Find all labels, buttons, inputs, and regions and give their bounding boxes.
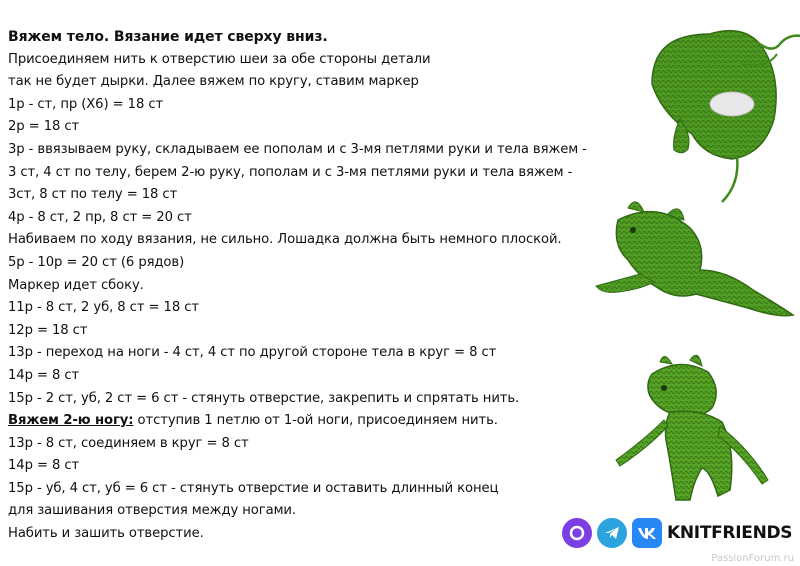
instruction-line: 11р - 8 ст, 2 уб, 8 ст = 18 ст — [8, 300, 199, 316]
instructions-text — [8, 26, 648, 546]
instruction-line: 13р - 8 ст, соединяем в круг = 8 ст — [8, 435, 249, 451]
brand-name: KNITFRIENDS — [667, 523, 793, 543]
vk-icon[interactable] — [632, 518, 662, 548]
leg-section-line — [8, 410, 648, 433]
brand-bar — [562, 516, 792, 550]
instruction-line: 13р - переход на ноги - 4 ст, 4 ст по другой стороне тела в круг = 8 ст — [8, 345, 497, 361]
instruction-line: 15р - 2 ст, уб, 2 ст = 6 ст - стянуть отверстие, закрепить и спрятать нить. — [8, 390, 520, 406]
instruction-line: Набиваем по ходу вязания, не сильно. Лошадка должна быть немного плоской. — [8, 232, 562, 248]
instruction-line: 3 ст, 4 ст по телу, берем 2-ю руку, пополам и с 3-мя петлями руки и тела вяжем - — [8, 164, 573, 180]
instruction-line: для зашивания отверстия между ногами. — [8, 503, 296, 519]
instruction-line: 12р = 18 ст — [8, 322, 88, 338]
crochet-horse-photo-standing — [590, 350, 800, 520]
instruction-line: 14р = 8 ст — [8, 458, 80, 474]
telegram-icon[interactable] — [597, 518, 627, 548]
watermark: PassionForum.ru — [711, 553, 794, 564]
instruction-line: 3р - ввязываем руку, складываем ее пополам и с 3-мя петлями руки и тела вяжем - — [8, 141, 587, 157]
instruction-line: Присоединяем нить к отверстию шеи за обе стороны детали — [8, 51, 431, 67]
instruction-line: 5р - 10р = 20 ст (6 рядов) — [8, 254, 185, 270]
leg-section-title: Вяжем 2-ю ногу: — [8, 413, 134, 429]
instruction-line: 4р - 8 ст, 2 пр, 8 ст = 20 ст — [8, 209, 192, 225]
instruction-line: 1р - ст, пр (Х6) = 18 ст — [8, 96, 164, 112]
instruction-line: Маркер идет сбоку. — [8, 277, 144, 293]
instruction-line: Набить и зашить отверстие. — [8, 526, 204, 542]
section-title: Вяжем тело. Вязание идет сверху вниз. — [8, 29, 328, 45]
leg-section-text: отступив 1 петлю от 1-ой ноги, присоединяем нить. — [133, 413, 498, 429]
crochet-body-photo-top — [592, 24, 800, 214]
max-messenger-icon[interactable] — [562, 518, 592, 548]
instruction-line: 2р = 18 ст — [8, 119, 80, 135]
instruction-line: 14р = 8 ст — [8, 367, 80, 383]
instruction-line: так не будет дырки. Далее вяжем по кругу, ставим маркер — [8, 74, 419, 90]
crochet-body-photo-side — [588, 190, 800, 350]
instruction-line: 15р - уб, 4 ст, уб = 6 ст - стянуть отверстие и оставить длинный конец — [8, 480, 499, 496]
instruction-line: 3ст, 8 ст по телу = 18 ст — [8, 187, 178, 203]
